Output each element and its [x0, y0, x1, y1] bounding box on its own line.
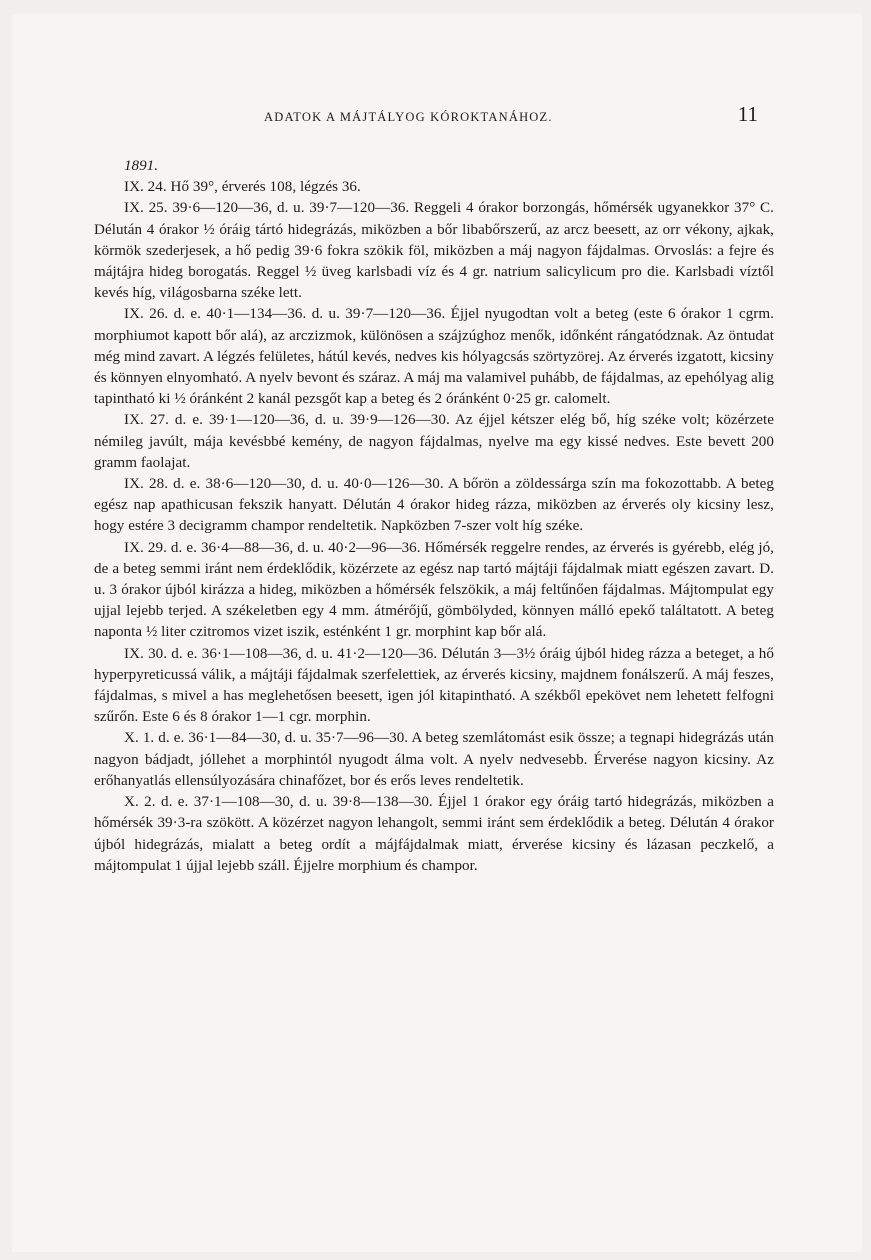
page-header [94, 102, 758, 128]
entry-sep-26: IX. 26. d. e. 40·1—134—36. d. u. 39·7—120—36. Éjjel nyugodtan volt a beteg (este 6 órakor 1 cgrm. morphiumot kapott bőr alá), az arczizmok, különösen a szájzúghoz menők, időnként rángatódznak. Az öntudat még mind zavart. A légzés felületes, hátúl kevés, nedves kis hólyagcsás szörtyzörej. Az érverés izgatott, kicsiny és könnyen elnyomható. A nyelv bevont és száraz. A máj ma valamivel puhább, de fájdalmas, az epehólyag alig tapintható ki ½ óránként 2 kanál pezsgőt kap a beteg és 2 óránként 0·25 gr. calomelt. [94, 306, 774, 408]
entry-sep-28: IX. 28. d. e. 38·6—120—30, d. u. 40·0—126—30. A bőrön a zöldessárga szín ma fokozottabb. A beteg egész nap apathicusan fekszik hanyatt. Délután 4 órakor hideg rázza, miközben az érverés oly kicsiny lesz, hogy estére 3 decigramm champor rendeltetik. Napközben 7-szer volt híg széke. [94, 476, 774, 535]
book-page [12, 14, 862, 1252]
entry-sep-25: IX. 25. 39·6—120—36, d. u. 39·7—120—36. Reggeli 4 órakor borzongás, hőmérsék ugyanekkor 37° C. Délután 4 órakor ½ óráig tártó hidegrázás, miközben a bőr libabőrszerű, az arcz beesett, az orr vékony, ajkak, körmök szederjesek, a hő pedig 39·6 fokra szökik föl, miközben a máj nagyon fájdalmas. Orvoslás: a fejre és májtájra hideg borogatás. Reggel ½ üveg karlsbadi víz és 4 gr. natrium salicylicum pro die. Karlsbadi víztől kevés híg, világosbarna széke lett. [94, 200, 774, 302]
running-title: ADATOK A MÁJTÁLYOG KÓROKTANÁHOZ. [264, 110, 553, 124]
body-text [94, 156, 774, 877]
entry-sep-27: IX. 27. d. e. 39·1—120—36, d. u. 39·9—126—30. Az éjjel kétszer elég bő, híg széke volt; közérzete némileg javúlt, mája kevésbbé kemény, de nagyon fájdalmas, nyelve ma egy kissé nedves. Este bevett 200 gramm faolajat. [94, 412, 774, 471]
year-heading: 1891. [124, 158, 158, 174]
page-number: 11 [737, 102, 758, 126]
entry-oct-1: X. 1. d. e. 36·1—84—30, d. u. 35·7—96—30. A beteg szemlátomást esik össze; a tegnapi hidegrázás után nagyon bádjadt, jóllehet a morphintól nyugodt álma volt. A nyelv nedvesebb. Érverése nagyon kicsiny. Az erőhanyatlás ellensúlyozására chinafőzet, bor és erős leves rendeltetik. [94, 730, 774, 789]
entry-oct-2: X. 2. d. e. 37·1—108—30, d. u. 39·8—138—30. Éjjel 1 órakor egy óráig tartó hidegrázás, miközben a hőmérsék 39·3-ra szökött. A közérzet nagyon lehangolt, semmi iránt sem érdeklődik a beteg. Délután 4 órakor újból hidegrázás, mialatt a beteg ordít a májfájdalmak miatt, érverése kicsiny és lázasan peczkelő, a májtompulat 1 újjal lejebb száll. Éjjelre morphium és champor. [94, 794, 774, 874]
entry-sep-24: IX. 24. Hő 39°, érverés 108, légzés 36. [124, 179, 361, 196]
entry-sep-30: IX. 30. d. e. 36·1—108—36, d. u. 41·2—120—36. Délután 3—3½ óráig újból hideg rázza a beteget, a hő hyperpyreticussá válik, a májtáji fájdalmak szerfelettiek, az érverés kicsiny, majdnem fonálszerű. A máj feszes, fájdalmas, s mivel a has meglehetősen beesett, igen jól kitapintható. A székből epekövet nem lehetett felfogni szűrőn. Este 6 és 8 órakor 1—1 cgr. morphin. [94, 645, 774, 726]
entry-sep-29: IX. 29. d. e. 36·4—88—36, d. u. 40·2—96—36. Hőmérsék reggelre rendes, az érverés is gyérebb, elég jó, de a beteg semmi iránt nem érdeklődik, közérzete az egész nap tartó májtáji fájdalmak miatt egészen zavart. D. u. 3 órakor újból kirázza a hideg, miközben a hőmérsék felszökik, a máj feltűnően fájdalmas. Májtompulat egy ujjal lejebb terjed. A székeletben egy 4 mm. átmérőjű, gömbölyded, könnyen málló epekő találtatott. A beteg naponta ½ liter czitromos vizet iszik, esténként 1 gr. morphint kap bőr alá. [94, 539, 774, 641]
